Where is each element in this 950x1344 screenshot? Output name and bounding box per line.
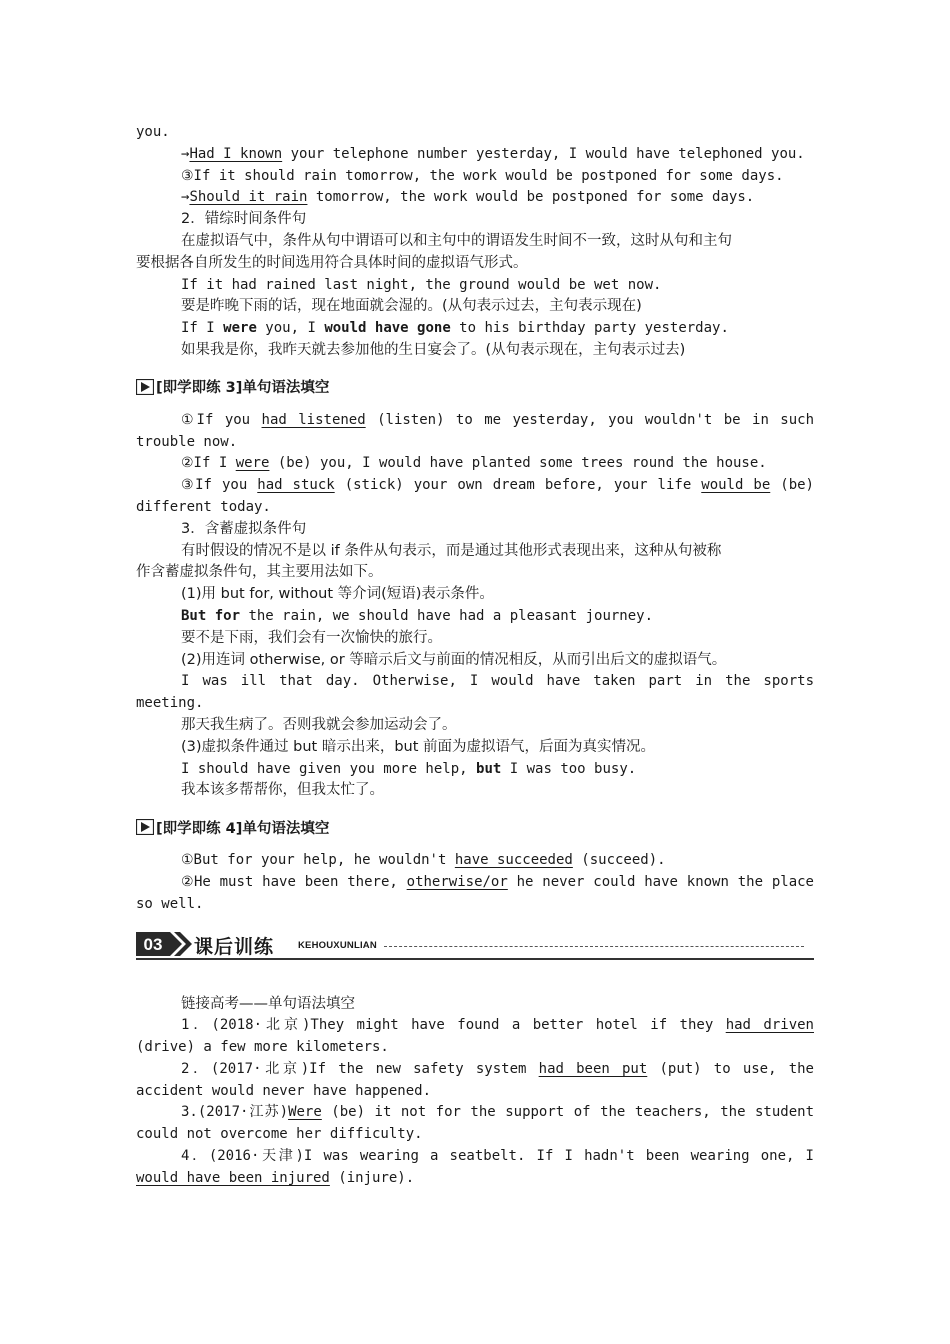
document-page — [136, 122, 814, 1190]
answer-blank: had stuck — [257, 477, 335, 494]
subheading: 2．错综时间条件句 — [181, 211, 307, 228]
exercise-line: could not overcome her difficulty. — [136, 1126, 423, 1143]
answer-blank: would be — [701, 477, 771, 494]
answer-blank: have succeeded — [454, 852, 573, 869]
exercise-line: ③If you had stuck (stick) your own dream before, your life would be (be) — [181, 477, 814, 494]
exercise-line: ①If you had listened (listen) to me yesterday, you wouldn't be in such — [181, 411, 814, 428]
example-sentence: If I were you, I would have gone to his birthday party yesterday. — [181, 320, 729, 337]
text-line: (3)虚拟条件通过 but 暗示出来，but 前面为虚拟语气，后面为真实情况。 — [181, 738, 656, 755]
answer-blank: were — [235, 455, 270, 472]
answer-blank: Should it rain — [189, 189, 308, 206]
exercise-line: ①But for your help, he wouldn't have succeeded (succeed). — [181, 852, 666, 869]
text-line: 在虚拟语气中，条件从句中谓语可以和主句中的谓语发生时间不一致，这时从句和主句 — [181, 232, 732, 249]
subheading: 链接高考——单句语法填空 — [181, 995, 355, 1012]
text-line: 要根据各自所发生的时间选用符合具体时间的虚拟语气形式。 — [136, 254, 528, 271]
answer-blank: had listened — [261, 411, 366, 428]
play-triangle-icon — [136, 819, 154, 835]
text-line: →Should it rain tomorrow, the work would be postponed for some days. — [181, 189, 755, 206]
answer-blank: had driven — [725, 1017, 814, 1034]
exercise-line: (drive) a few more kilometers. — [136, 1039, 389, 1056]
example-sentence: If it had rained last night, the ground would be wet now. — [181, 276, 662, 293]
answer-blank: Were — [288, 1104, 322, 1121]
answer-blank: Had I known — [189, 145, 283, 162]
subheading: 3．含蓄虚拟条件句 — [181, 520, 307, 537]
dashed-divider — [384, 946, 804, 947]
exercise-line: trouble now. — [136, 433, 238, 450]
exercise-line: accident would never have happened. — [136, 1082, 432, 1099]
example-sentence: I was ill that day. Otherwise, I would have taken part in the sports — [181, 673, 814, 690]
exercise-line: 2．(2017·北京)If the new safety system had been put (put) to use, the — [181, 1060, 814, 1077]
exercise-heading: [即学即练 4]单句语法填空 — [136, 816, 814, 838]
section-pinyin: KEHOUXUNLIAN — [298, 939, 377, 951]
example-sentence: I should have given you more help, but I was too busy. — [181, 760, 637, 777]
answer-blank: had been put — [538, 1060, 648, 1077]
text-line: (2)用连词 otherwise, or 等暗示后文与前面的情况相反，从而引出后文的虚拟语气。 — [181, 651, 727, 668]
text-line: →Had I known your telephone number yesterday, I would have telephoned you. — [181, 145, 805, 162]
text-line: 有时假设的情况不是以 if 条件从句表示，而是通过其他形式表现出来，这种从句被称 — [181, 542, 722, 559]
exercise-heading: [即学即练 3]单句语法填空 — [136, 376, 814, 398]
translation: 那天我生病了。否则我就会参加运动会了。 — [181, 716, 457, 733]
exercise-line: ②If I were (be) you, I would have planted some trees round the house. — [181, 455, 767, 472]
section-title: 课后训练 — [194, 935, 275, 958]
text-line: (1)用 but for, without 等介词(短语)表示条件。 — [181, 586, 494, 603]
example-sentence: But for the rain, we should have had a pleasant journey. — [181, 607, 654, 624]
text-line: ③If it should rain tomorrow, the work would be postponed for some days. — [181, 167, 784, 184]
answer-blank: would have been injured — [136, 1169, 330, 1186]
exercise-line: 4．(2016·天津)I was wearing a seatbelt. If I hadn't been wearing one, I — [181, 1148, 814, 1165]
text-line: 作含蓄虚拟条件句，其主要用法如下。 — [136, 564, 383, 581]
exercise-line: ②He must have been there, otherwise/or he never could have known the place — [181, 873, 814, 890]
exercise-line: would have been injured (injure). — [136, 1169, 415, 1186]
text-line: you. — [136, 124, 170, 140]
exercise-line: 3.(2017·江苏)Were (be) it not for the support of the teachers, the student — [181, 1104, 815, 1121]
translation: 如果我是你，我昨天就去参加他的生日宴会了。(从句表示现在，主句表示过去) — [181, 341, 686, 358]
translation: 我本该多帮帮你，但我太忙了。 — [181, 782, 384, 799]
play-triangle-icon — [136, 379, 154, 395]
answer-blank: otherwise/or — [406, 873, 508, 890]
translation: 要是昨晚下雨的话，现在地面就会湿的。(从句表示过去，主句表示现在) — [181, 298, 642, 315]
section-number: 03 — [143, 934, 163, 954]
section-header — [136, 930, 814, 960]
exercise-line: so well. — [136, 895, 204, 912]
exercise-line: different today. — [136, 498, 271, 515]
section-rule — [136, 958, 814, 960]
example-sentence: meeting. — [136, 695, 204, 712]
exercise-line: 1．(2018·北京)They might have found a better hotel if they had driven — [181, 1017, 814, 1034]
section-number-badge — [136, 932, 192, 956]
translation: 要不是下雨，我们会有一次愉快的旅行。 — [181, 629, 442, 646]
